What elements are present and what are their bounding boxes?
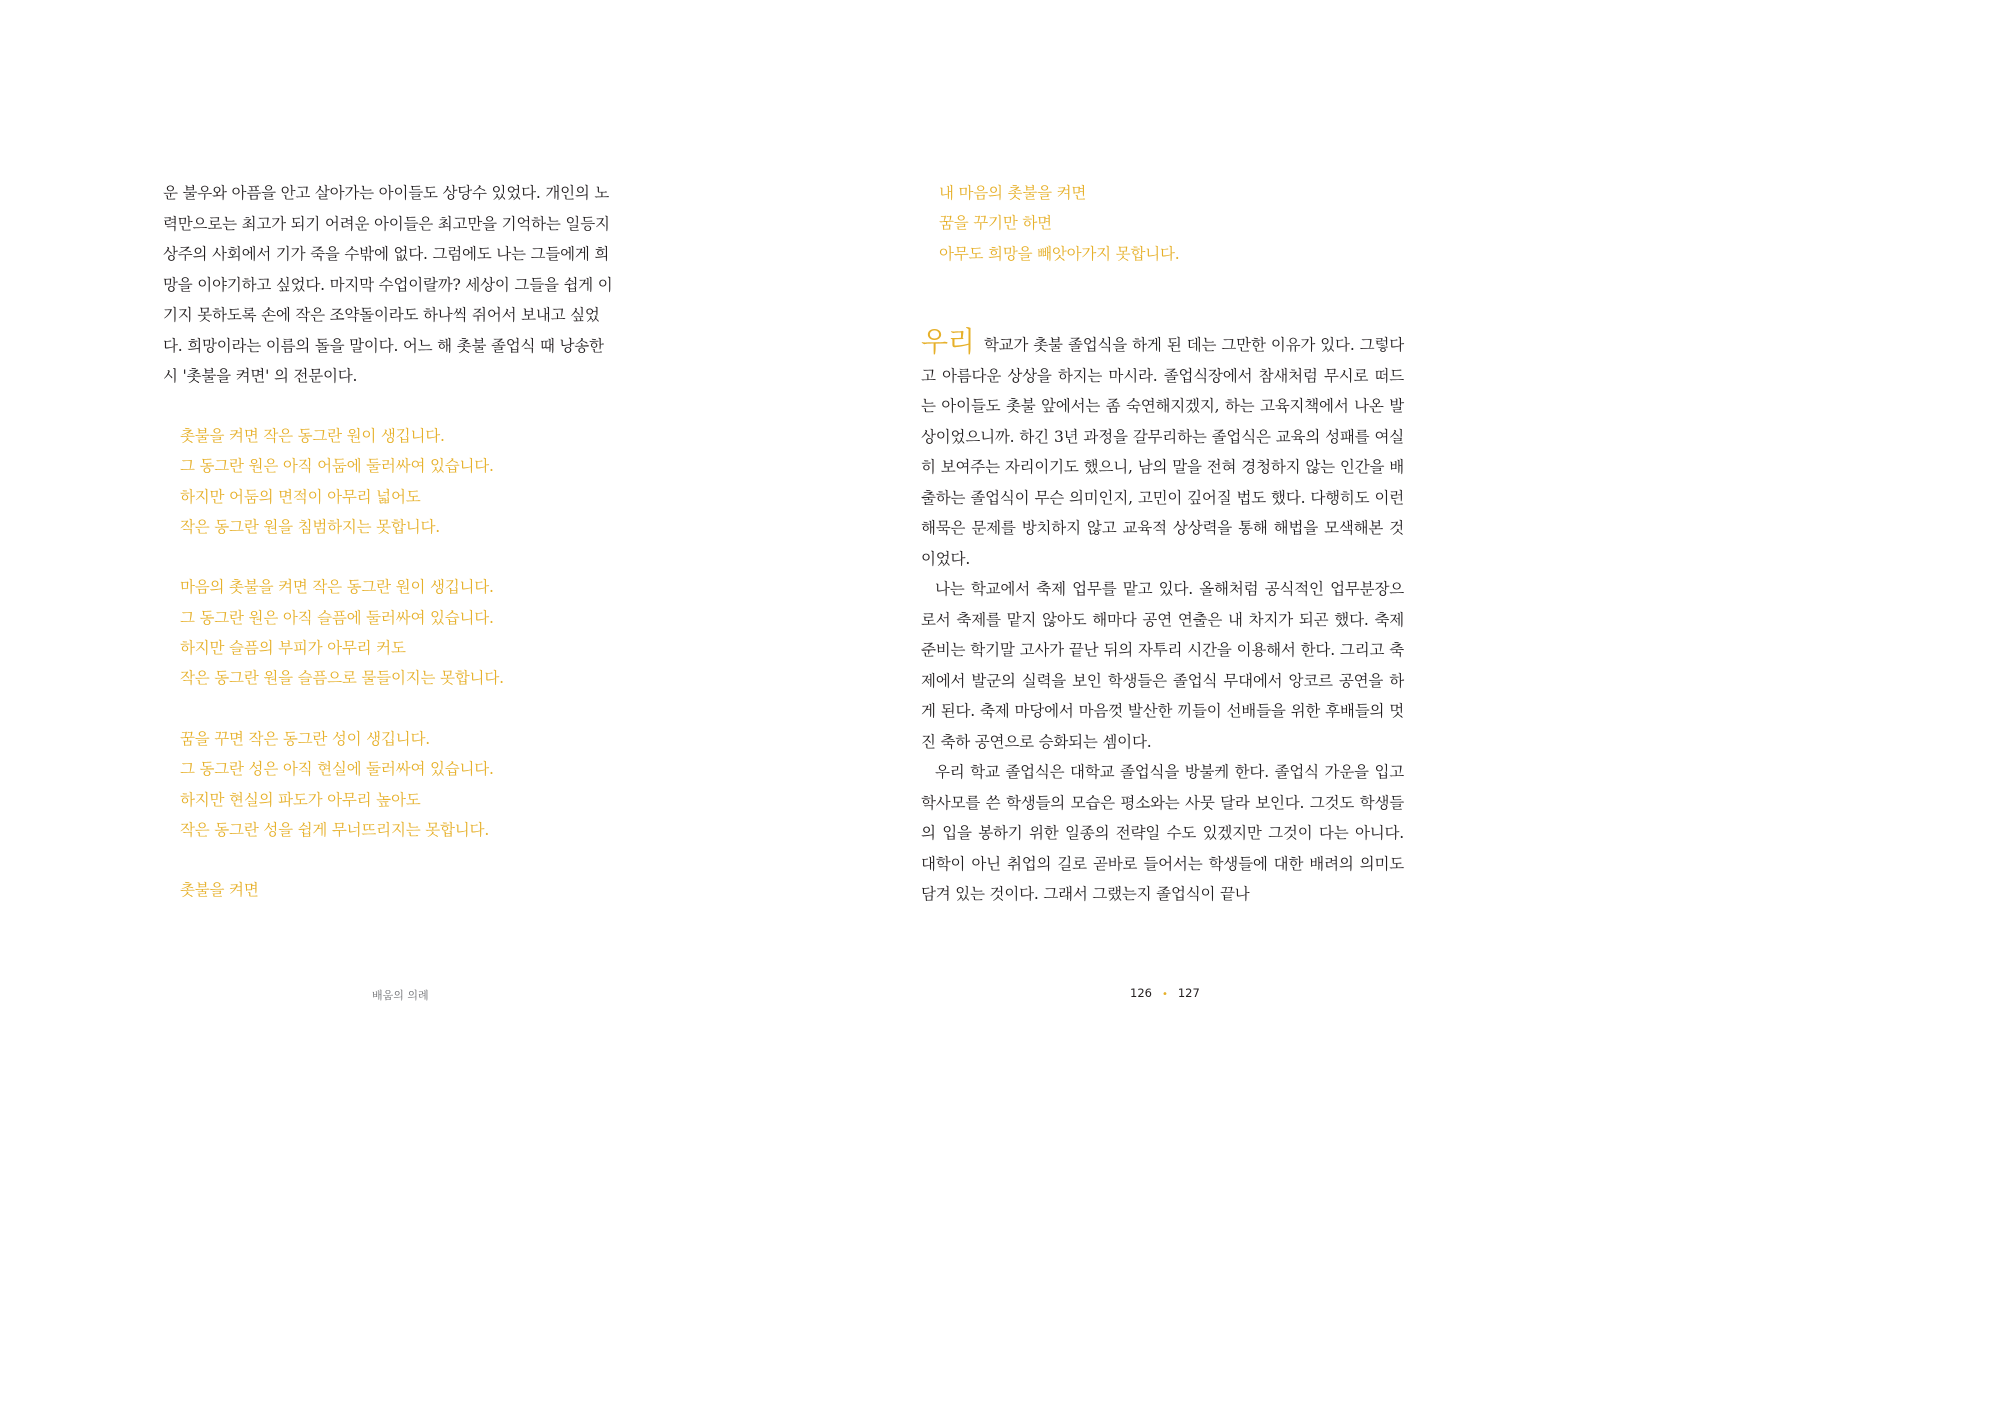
poem-stanza-1 [180, 421, 504, 542]
poem-line: 내 마음의 촛불을 켜면 [939, 184, 1087, 202]
poem-line: 하지만 어둠의 면적이 아무리 넓어도 [180, 487, 421, 506]
poem-line: 그 동그란 원은 아직 슬픔에 둘러싸여 있습니다. [180, 608, 494, 627]
paragraph-3: 우리 학교 졸업식은 대학교 졸업식을 방불케 한다. 졸업식 가운을 입고 학사모를 쓴 학생들의 모습은 평소와는 사뭇 달라 보인다. 그것도 학생들의 입을 봉하기 위한 일종의 전략일 수도 있겠지만 그것이 다는 아니다. 대학이 아닌 취업의 길로 곧바로 들어서는 학생들에 대한 배려의 의미도 담겨 있는 것이다. 그래서 그랬는지 졸업식이 끝나 [921, 763, 1404, 903]
poem-line: 촛불을 켜면 [180, 881, 259, 900]
poem-line: 그 동그란 원은 아직 어둠에 둘러싸여 있습니다. [180, 457, 494, 476]
poem-line: 하지만 슬픔의 부피가 아무리 커도 [180, 639, 406, 658]
right-page [781, 0, 1563, 1104]
poem-stanza-2 [180, 572, 504, 693]
body-line: 망을 이야기하고 싶었다. 마지막 수업이랄까? 세상이 그들을 쉽게 이 [163, 275, 613, 294]
folio-separator-dot: • [1161, 989, 1168, 1000]
poem-stanza-3 [180, 724, 504, 845]
poem-line: 작은 동그란 원을 슬픔으로 물들이지는 못합니다. [180, 669, 504, 688]
right-body-text [921, 325, 1404, 910]
page-number-left: 126 [1130, 986, 1152, 1000]
page-number-right: 127 [1177, 986, 1200, 1000]
page-numbers [1130, 986, 1200, 1000]
body-line: 시 '촛불을 켜면' 의 전문이다. [163, 367, 358, 385]
poem-line: 하지만 현실의 파도가 아무리 높아도 [180, 790, 421, 809]
poem-line: 꿈을 꾸기만 하면 [939, 214, 1052, 233]
paragraph-text: 학교가 촛불 졸업식을 하게 된 데는 그만한 이유가 있다. 그렇다고 아름다운 상상을 하지는 마시라. 졸업식장에서 참새처럼 무시로 떠드는 아이들도 촛불 앞에서는 좀 숙연해지겠지, 하는 고육지책에서 나온 발상이었으니까. 하긴 3년 과정을 갈무리하는 졸업식은 교육의 성패를 여실히 보여주는 자리이기도 했으니, 남의 말을 전혀 경청하지 않는 인간을 배출하는 졸업식이 무슨 의미인지, 고민이 깊어질 법도 했다. 다행히도 이런 해묵은 문제를 방치하지 않고 교육적 상상력을 통해 해법을 모색해본 것이었다. [921, 336, 1404, 568]
poem-line: 마음의 촛불을 켜면 작은 동그란 원이 생깁니다. [180, 578, 494, 597]
dropcap: 우리 [921, 325, 975, 358]
body-line: 다. 희망이라는 이름의 돌을 말이다. 어느 해 촛불 졸업식 때 낭송한 [163, 336, 604, 355]
poem-continued [939, 178, 1180, 269]
body-line: 력만으로는 최고가 되기 어려운 아이들은 최고만을 기억하는 일등지 [163, 214, 610, 233]
poem-block [180, 421, 504, 906]
poem-line: 촛불을 켜면 작은 동그란 원이 생깁니다. [180, 427, 445, 445]
poem-line: 꿈을 꾸면 작은 동그란 성이 생깁니다. [180, 729, 430, 748]
poem-stanza-4 [180, 875, 504, 905]
poem-line: 아무도 희망을 빼앗아가지 못합니다. [939, 244, 1180, 263]
left-body-text [163, 178, 645, 392]
paragraph-2: 나는 학교에서 축제 업무를 맡고 있다. 올해처럼 공식적인 업무분장으로서 축제를 맡지 않아도 해마다 공연 연출은 내 차지가 되곤 했다. 축제 준비는 학기말 고사가 끝난 뒤의 자투리 시간을 이용해서 한다. 그리고 축제에서 발군의 실력을 보인 학생들은 졸업식 무대에서 앙코르 공연을 하게 된다. 축제 마당에서 마음껏 발산한 끼들이 선배들을 위한 후배들의 멋진 축하 공연으로 승화되는 셈이다. [921, 580, 1404, 751]
left-page [0, 0, 781, 1104]
running-title: 배움의 의례 [372, 989, 429, 1002]
poem-line: 작은 동그란 원을 침범하지는 못합니다. [180, 517, 441, 536]
poem-line: 작은 동그란 성을 쉽게 무너뜨리지는 못합니다. [180, 820, 490, 839]
body-line: 상주의 사회에서 기가 죽을 수밖에 없다. 그럼에도 나는 그들에게 희 [163, 245, 610, 263]
body-line: 기지 못하도록 손에 작은 조약돌이라도 하나씩 쥐어서 보내고 싶었 [163, 306, 600, 324]
poem-line: 그 동그란 성은 아직 현실에 둘러싸여 있습니다. [180, 760, 494, 779]
paragraph-1 [921, 325, 1404, 574]
body-line: 운 불우와 아픔을 안고 살아가는 아이들도 상당수 있었다. 개인의 노 [163, 184, 610, 202]
